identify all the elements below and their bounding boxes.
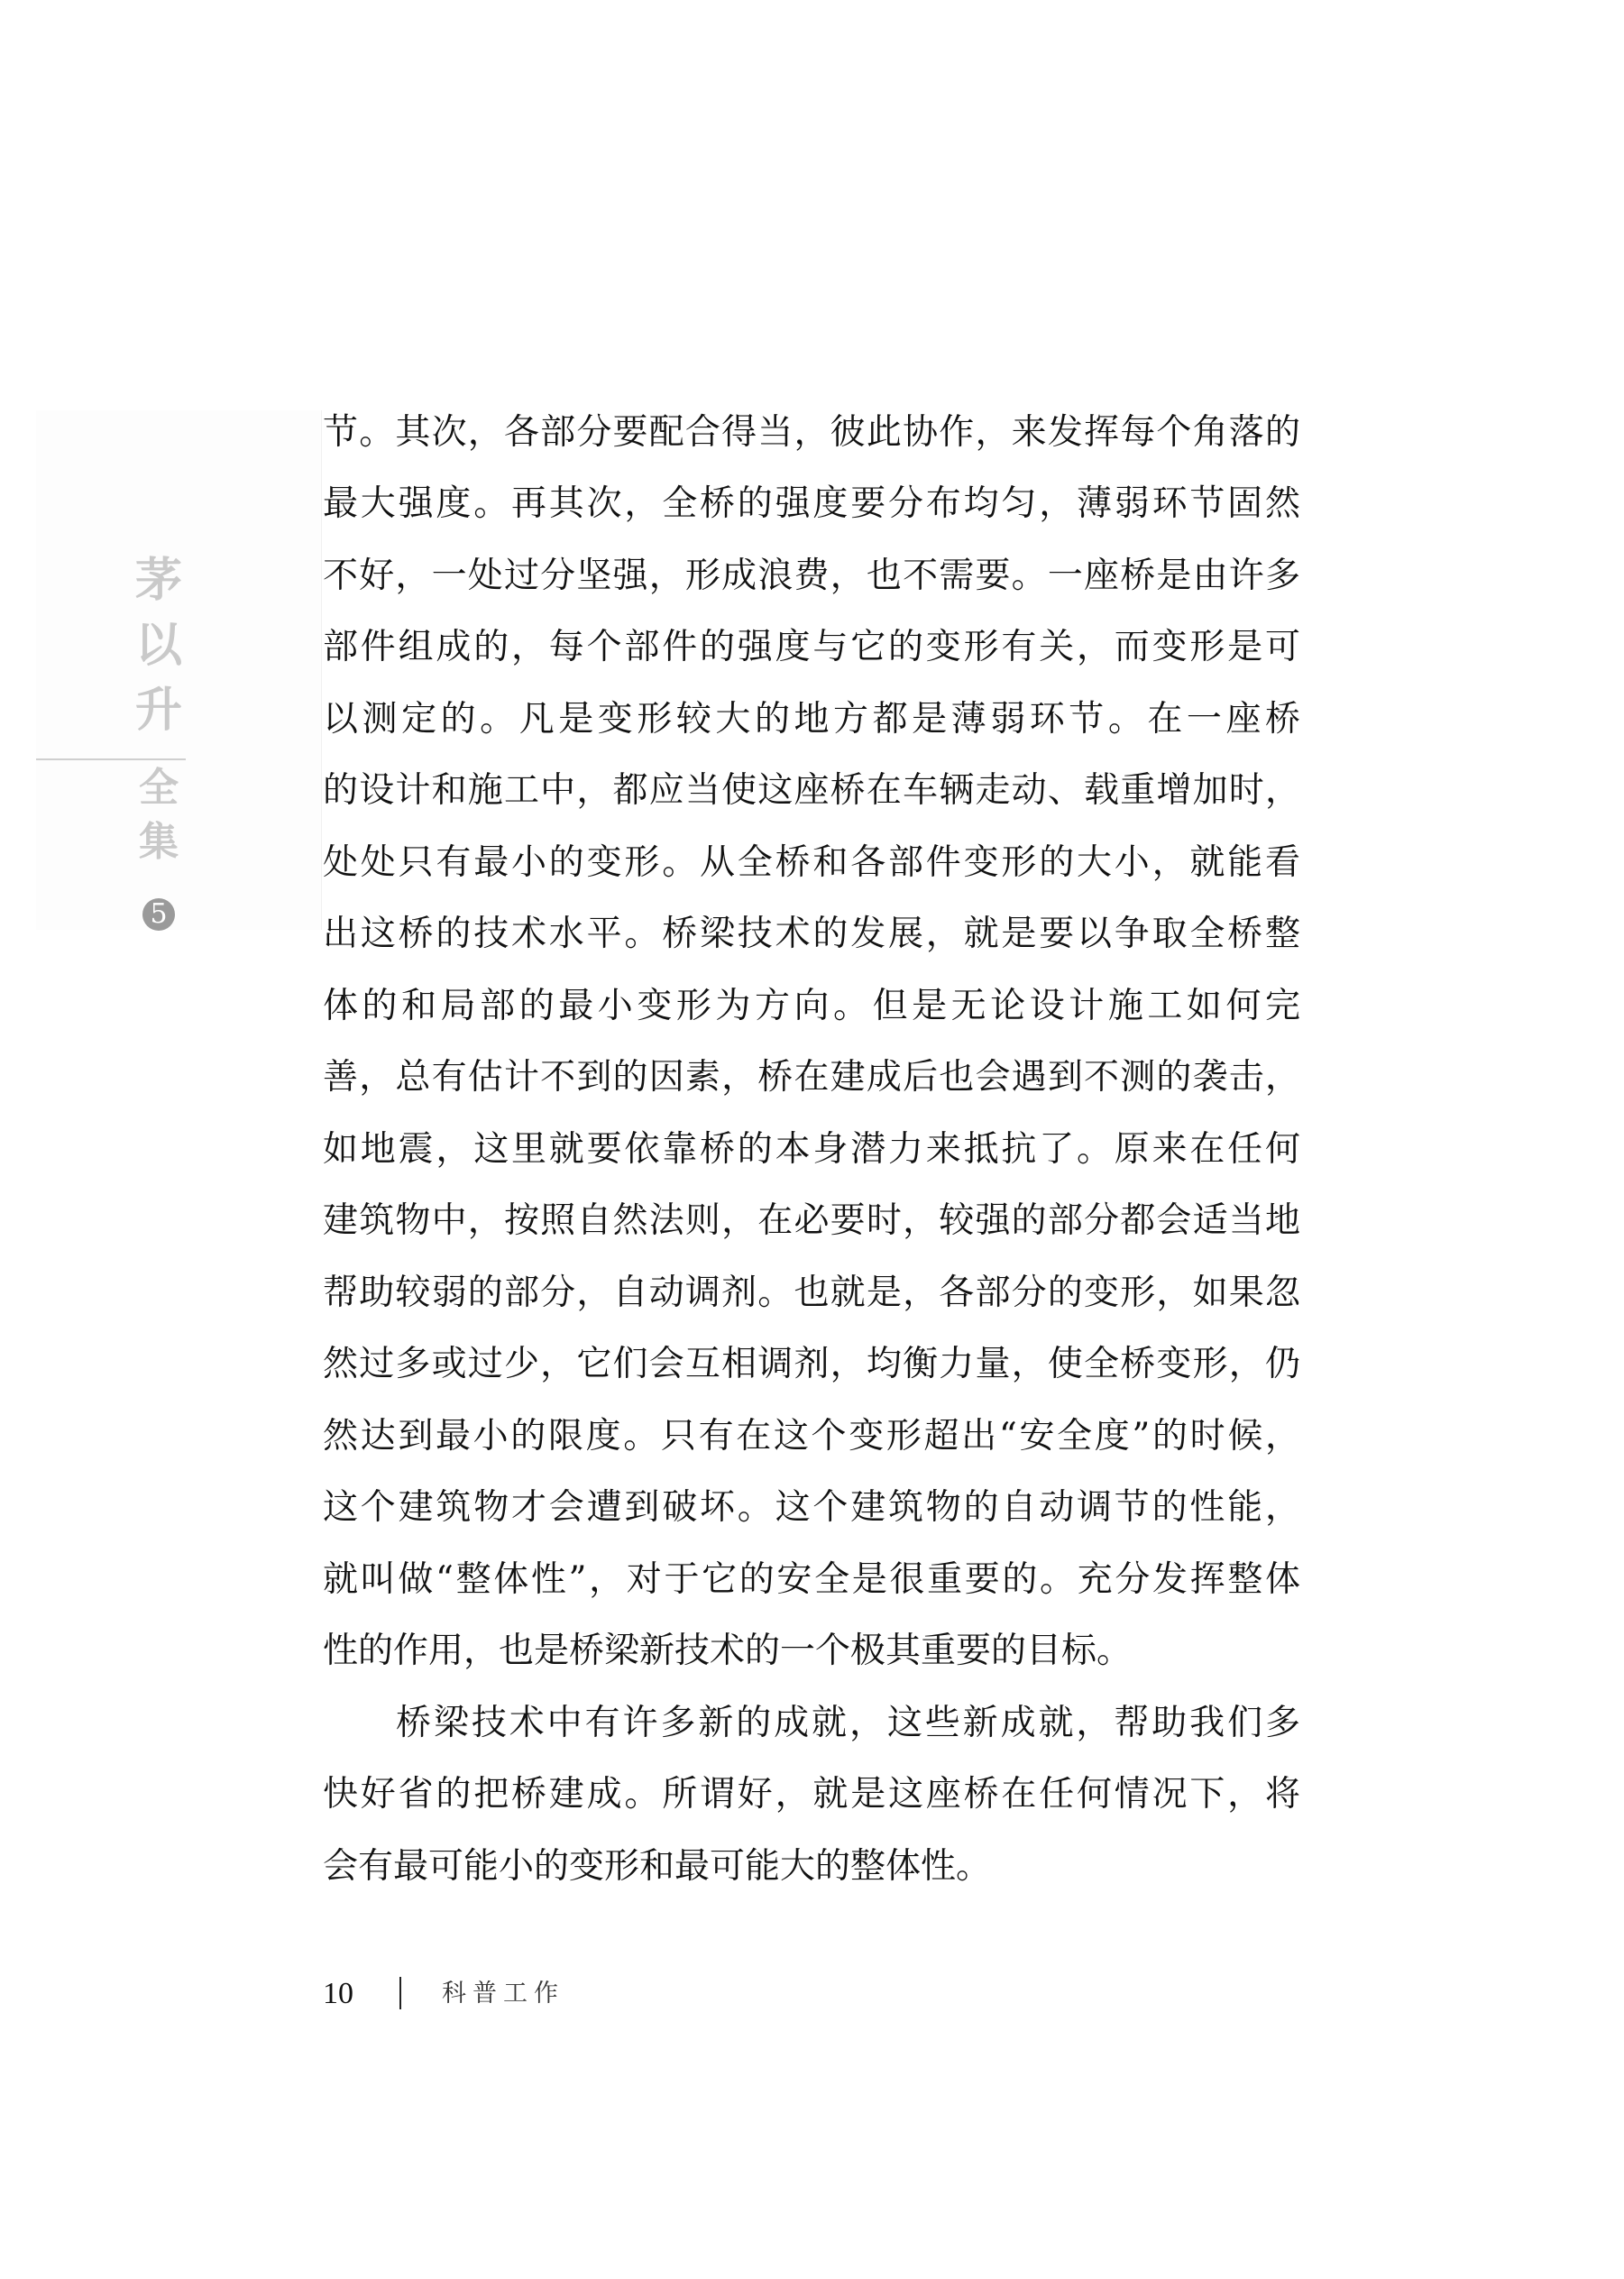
text-line: 善，总有估计不到的因素，桥在建成后也会遇到不测的袭击，: [323, 1057, 1300, 1098]
collection-char-1: 全: [139, 765, 179, 811]
text-line: 桥梁技术中有许多新的成就，这些新成就，帮助我们多: [396, 1703, 1300, 1743]
footer-separator: [399, 1977, 401, 2009]
series-title-char-1: 茅: [135, 554, 183, 608]
volume-badge-icon: 5: [142, 898, 175, 931]
series-title-char-3: 升: [135, 684, 183, 738]
text-line: 以测定的。凡是变形较大的地方都是薄弱环节。在一座桥: [323, 699, 1300, 740]
text-line: 最大强度。再其次，全桥的强度要分布均匀，薄弱环节固然: [323, 483, 1300, 524]
text-line: 然达到最小的限度。只有在这个变形超出“安全度”的时候，: [323, 1416, 1300, 1457]
section-title: 科普工作: [442, 1980, 564, 2008]
text-line: 节。其次，各部分要配合得当，彼此协作，来发挥每个角落的: [323, 412, 1300, 453]
text-line: 体的和局部的最小变形为方向。但是无论设计施工如何完: [323, 986, 1300, 1026]
text-line: 不好，一处过分坚强，形成浪费，也不需要。一座桥是由许多: [323, 556, 1300, 596]
text-line: 就叫做“整体性”，对于它的安全是很重要的。充分发挥整体: [323, 1559, 1300, 1600]
text-line: 出这桥的技术水平。桥梁技术的发展，就是要以争取全桥整: [323, 914, 1300, 954]
text-line: 会有最可能小的变形和最可能大的整体性。: [323, 1846, 992, 1887]
text-line: 的设计和施工中，都应当使这座桥在车辆走动、载重增加时，: [323, 770, 1300, 811]
text-line: 性的作用，也是桥梁新技术的一个极其重要的目标。: [323, 1631, 1133, 1671]
text-line: 如地震，这里就要依靠桥的本身潜力来抵抗了。原来在任何: [323, 1129, 1300, 1170]
text-line: 快好省的把桥建成。所谓好，就是这座桥在任何情况下，将: [323, 1774, 1300, 1815]
text-line: 帮助较弱的部分，自动调剂。也就是，各部分的变形，如果忽: [323, 1273, 1300, 1313]
text-line: 部件组成的，每个部件的强度与它的变形有关，而变形是可: [323, 627, 1300, 667]
text-line: 处处只有最小的变形。从全桥和各部件变形的大小，就能看: [323, 842, 1300, 883]
text-line: 然过多或过少，它们会互相调剂，均衡力量，使全桥变形，仍: [323, 1344, 1300, 1384]
series-title-char-2: 以: [135, 619, 183, 673]
text-line: 建筑物中，按照自然法则，在必要时，较强的部分都会适当地: [323, 1200, 1300, 1241]
collection-char-2: 集: [139, 819, 179, 865]
text-line: 这个建筑物才会遭到破坏。这个建筑物的自动调节的性能，: [323, 1487, 1300, 1528]
sidebar-divider: [36, 758, 186, 760]
page-number: 10: [323, 1977, 353, 2010]
